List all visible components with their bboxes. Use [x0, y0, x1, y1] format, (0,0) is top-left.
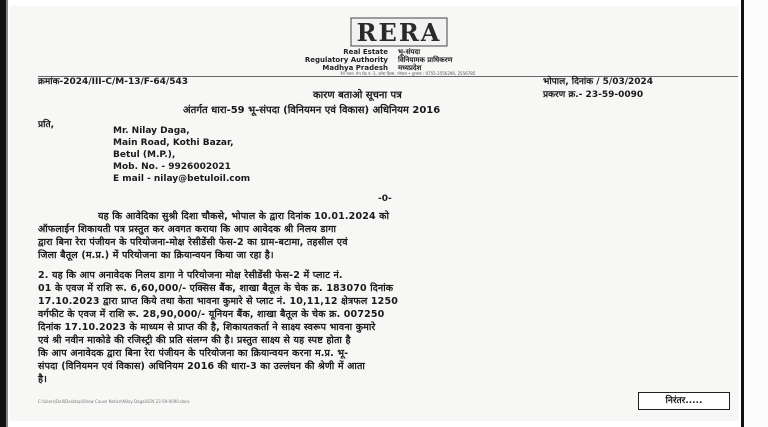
paragraph-2-line: वर्गफीट के एवज में राशि रू. 28,90,000/- यूनियन बैंक, शाखा बैतूल के चेक क्र. 007250	[38, 309, 385, 320]
paragraph-2-line: 01 के एवज में राशि रू. 6,60,000/- एक्सिस बैंक, शाखा बैतूल के चेक क्र. 183070 दिनांक	[38, 283, 394, 294]
letter-number: क्रमांक-2024/III-C/M-13/F-64/543	[38, 77, 188, 87]
address-line: E mail - nilay@betuloil.com	[113, 174, 251, 184]
authority-name-english	[228, 48, 388, 72]
continued-stamp: निरंतर.....	[638, 392, 730, 410]
authority-line: Regulatory Authority	[304, 56, 388, 64]
paragraph-1-line: यह कि आवेदिका सुश्री दिशा चौकसे, भोपाल के द्वारा दिनांक 10.01.2024 को	[98, 211, 390, 222]
next-page-edge	[744, 0, 768, 427]
paragraph-2-line: संपदा (विनियमन एवं विकास) अधिनियम 2016 की धारा-3 का उल्लंघन की श्रेणी में आता	[38, 361, 366, 372]
document-title: कारण बताओ सूचना पत्र	[313, 90, 402, 101]
authority-line: भू-संपदा	[398, 48, 421, 56]
authority-line: मध्यप्रदेश	[398, 64, 422, 72]
paragraph-1-line: जिला बैतूल (म.प्र.) में परियोजना का क्रियान्वयन किया जा रहा है।	[38, 250, 274, 261]
paragraph-1-line: द्वारा बिना रेरा पंजीयन के परियोजना-मोक्ष रेसीडेंसी फेस-2 का ग्राम-बटामा, तहसील एवं	[38, 237, 348, 248]
logo-text: RERA	[356, 18, 442, 47]
address-line: Betul (M.P.),	[113, 150, 176, 160]
salutation: प्रति,	[38, 120, 55, 130]
address-line: Main Road, Kothi Bazar,	[113, 138, 234, 148]
address-line: Mob. No. - 9926002021	[113, 162, 231, 172]
contact-line: रेरा भवन, मेन रोड नं.-1, अरेरा हिल्स, भोपाल • दूरभाष : 0755-2556296, 2556785	[340, 71, 476, 76]
authority-name-hindi	[398, 48, 558, 72]
paragraph-2-line: 17.10.2023 द्वारा प्राप्त किये तथा केता भावना कुमारे से प्लाट नं. 10,11,12 क्षेत्रफल 1250	[38, 296, 398, 307]
authority-line: विनियामक प्राधिकरण	[398, 56, 453, 64]
footer-file-path: C:\Users\Dell\Desktop\Show Cause Notice\Nilay Daga\SCN 23-59-0090.docx	[38, 399, 190, 404]
left-border-edge	[6, 0, 8, 427]
place-date: भोपाल, दिनांक / 5/03/2024	[543, 77, 654, 87]
rera-logo-icon	[349, 14, 449, 50]
paragraph-2-line: दिनांक 17.10.2023 के माध्यम से प्राप्त की है, शिकायतकर्ता ने साक्ष्य स्वरूप भावना कुमारे	[38, 322, 376, 333]
paragraph-2-line: कि आप अनावेदक द्वारा बिना रेरा पंजीयन के परियोजना का क्रियान्वयन करना म.प्र. भू-	[38, 348, 349, 359]
paragraph-2-line: एवं श्री नवीन माकोडे की रजिस्ट्री की प्रति संलग्न की है। प्रस्तुत साक्ष्य से यह स्पष्ट होता है	[38, 335, 351, 346]
case-number: प्रकरण क्र.- 23-59-0090	[543, 90, 644, 100]
authority-line: Real Estate	[343, 48, 388, 56]
section-separator: -0-	[378, 194, 392, 204]
authority-line: Madhya Pradesh	[322, 64, 388, 72]
document-page	[10, 6, 738, 421]
rera-logo	[323, 14, 473, 50]
address-line: Mr. Nilay Daga,	[113, 126, 190, 136]
document-subject: अंतर्गत धारा-59 भू-संपदा (विनियमन एवं विकास) अधिनियम 2016	[183, 105, 441, 116]
paragraph-2-line: 2. यह कि आप अनावेदक निलय डागा ने परियोजना मोक्ष रेसीडेंसी फेस-2 में प्लाट नं.	[38, 270, 343, 281]
paragraph-1-line: ऑफलाईन शिकायती पत्र प्रस्तुत कर अवगत कराया कि आप आवेदक श्री निलय डागा	[38, 224, 337, 235]
paragraph-2-line: है।	[38, 374, 47, 385]
